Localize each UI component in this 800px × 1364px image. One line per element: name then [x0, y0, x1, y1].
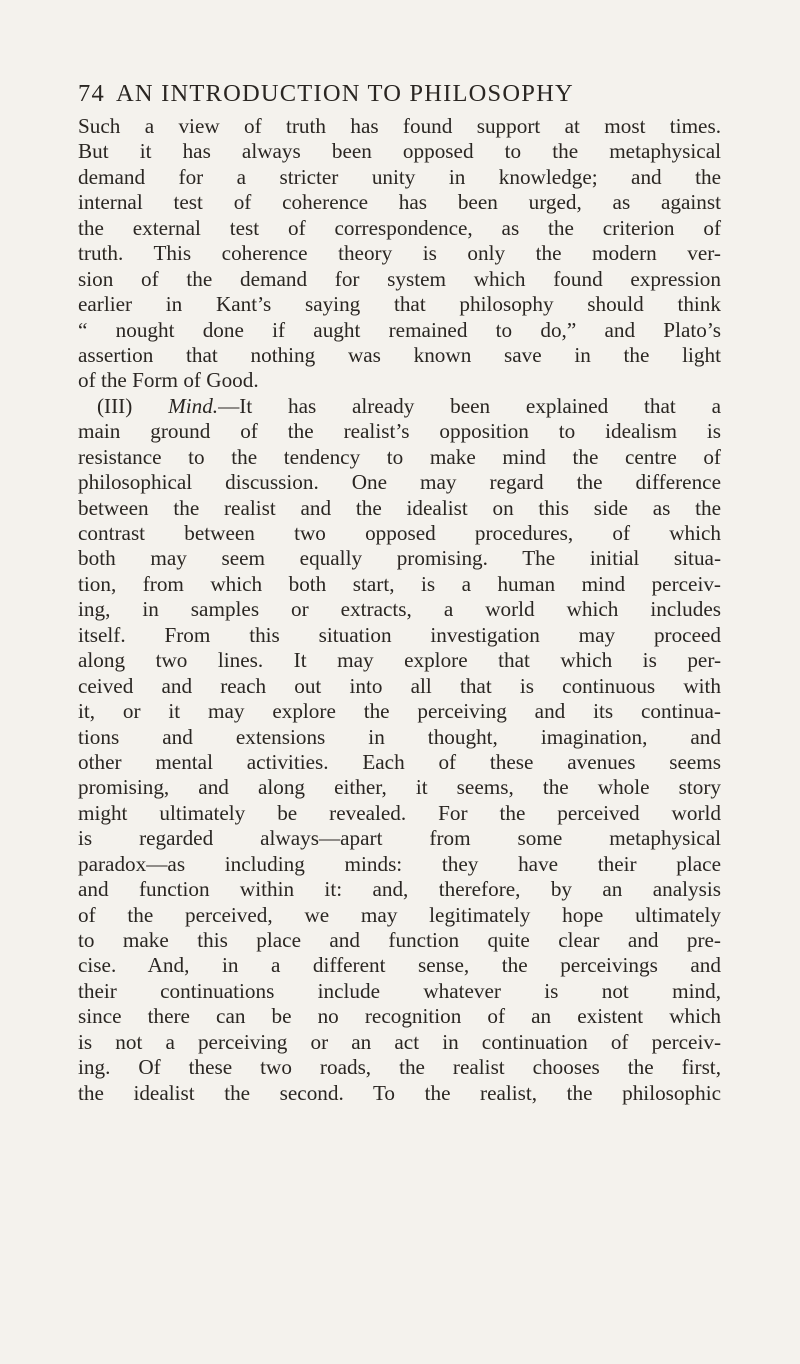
text-line: sion of the demand for system which found expression: [78, 266, 721, 291]
text-line: resistance to the tendency to make mind the centre of: [78, 444, 721, 469]
text-line: cise. And, in a different sense, the perceivings and: [78, 953, 721, 978]
text-line: promising, and along either, it seems, the whole story: [78, 775, 721, 800]
text-line: and function within it: and, therefore, by an analysis: [78, 877, 721, 902]
text-line: truth. This coherence theory is only the modern ver-: [78, 241, 721, 266]
running-title: AN INTRODUCTION TO PHILOSOPHY: [116, 80, 574, 107]
text-line: to make this place and function quite clear and pre-: [78, 928, 721, 952]
body-text: [78, 114, 721, 1106]
text-line: ing, in samples or extracts, a world which includes: [78, 597, 721, 622]
text-line: main ground of the realist’s opposition to idealism is: [78, 419, 721, 444]
text-line: other mental activities. Each of these avenues seems: [78, 749, 721, 774]
text-line: assertion that nothing was known save in the light: [78, 342, 721, 367]
text-line: of the Form of Good.: [78, 368, 259, 393]
text-line: is not a perceiving or an act in continuation of perceiv-: [78, 1029, 721, 1054]
text-line: contrast between two opposed procedures, of which: [78, 521, 721, 545]
text-line: between the realist and the idealist on this side as the: [78, 495, 721, 520]
section-heading: Mind.: [168, 393, 219, 418]
text-line: internal test of coherence has been urged, as against: [78, 190, 721, 215]
text-line: demand for a stricter unity in knowledge; and the: [78, 164, 721, 189]
text-line: earlier in Kant’s saying that philosophy should think: [78, 292, 721, 317]
text-line: is regarded always—apart from some metaphysical: [78, 826, 721, 851]
text-line: along two lines. It may explore that which is per-: [78, 648, 721, 673]
text-line: since there can be no recognition of an existent which: [78, 1004, 721, 1029]
text-line: it, or it may explore the perceiving and its continua-: [78, 699, 721, 724]
section-heading-continuation: —It has already been explained that a: [218, 393, 721, 418]
text-line: the external test of correspondence, as the criterion of: [78, 215, 721, 240]
text-line: might ultimately be revealed. For the perceived world: [78, 800, 721, 825]
text-line: ceived and reach out into all that is continuous with: [78, 673, 721, 698]
text-line: “ nought done if aught remained to do,” and Plato’s: [78, 317, 721, 342]
text-line: tions and extensions in thought, imagination, and: [78, 724, 721, 749]
text-line: Such a view of truth has found support at most times.: [78, 114, 721, 138]
text-line: their continuations include whatever is not mind,: [78, 978, 721, 1003]
page-number: 74: [78, 80, 105, 107]
section-heading-line: [78, 394, 721, 419]
text-line: tion, from which both start, is a human mind perceiv-: [78, 571, 721, 596]
section-number: (III): [97, 393, 169, 418]
running-head: [78, 80, 722, 114]
text-line: But it has always been opposed to the metaphysical: [78, 139, 721, 164]
text-line: of the perceived, we may legitimately hope ultimately: [78, 902, 721, 927]
text-line: philosophical discussion. One may regard the difference: [78, 470, 721, 495]
text-line: the idealist the second. To the realist, the philosophic: [78, 1080, 721, 1105]
text-line: paradox—as including minds: they have their place: [78, 851, 721, 876]
text-line: itself. From this situation investigation may proceed: [78, 622, 721, 647]
text-line: ing. Of these two roads, the realist chooses the first,: [78, 1055, 721, 1080]
text-line: both may seem equally promising. The initial situa-: [78, 546, 721, 571]
